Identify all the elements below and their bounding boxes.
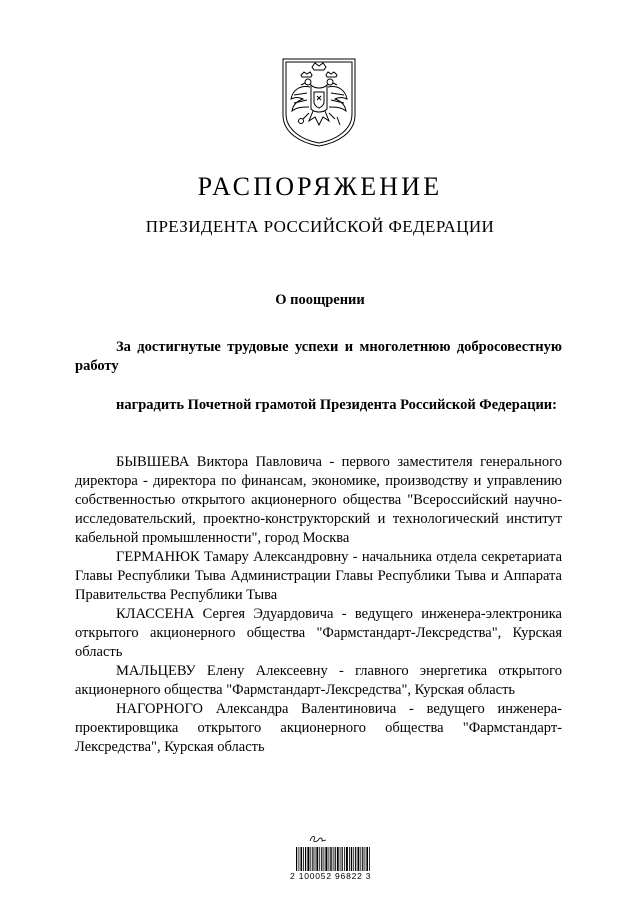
awardee-item: КЛАССЕНА Сергея Эдуардовича - ведущего инженера-электроника открытого акционерного общества "Фармстандарт-Лексредства", Курская область	[75, 606, 562, 660]
handwritten-mark-icon	[310, 836, 326, 841]
barcode-bars-icon	[296, 847, 370, 871]
intro-paragraph: За достигнутые трудовые успехи и многолетнюю добросовестную работу	[75, 339, 562, 374]
awardee-item: ГЕРМАНЮК Тамару Александровну - начальника отдела секретариата Главы Республики Тыва Администрации Главы Республики Тыва и Аппарата Правительства Республики Тыва	[75, 549, 562, 603]
awardee-item: БЫВШЕВА Виктора Павловича - первого заместителя генерального директора - директора по финансам, экономике, производству и управлению собственностью открытого акционерного общества "Всероссийский научно-исследовательский, проектно-конструкторский и технологический институт кабельной промышленности", город Москва	[75, 454, 562, 546]
award-paragraph: наградить Почетной грамотой Президента Российской Федерации:	[116, 397, 557, 413]
barcode-number: 2 100052 96822 3	[290, 871, 372, 881]
state-emblem-icon	[277, 55, 361, 147]
document-subject: О поощрении	[275, 292, 365, 308]
document-title: РАСПОРЯЖЕНИЕ	[197, 172, 443, 201]
awardee-list	[75, 453, 562, 757]
document-issuer: ПРЕЗИДЕНТА РОССИЙСКОЙ ФЕДЕРАЦИИ	[145, 217, 495, 236]
awardee-item: МАЛЬЦЕВУ Елену Алексеевну - главного энергетика открытого акционерного общества "Фармстандарт-Лексредства", Курская область	[75, 663, 562, 698]
awardee-item: НАГОРНОГО Александра Валентиновича - ведущего инженера-проектировщика открытого акционерного общества "Фармстандарт-Лексредства", Курская область	[75, 701, 562, 755]
